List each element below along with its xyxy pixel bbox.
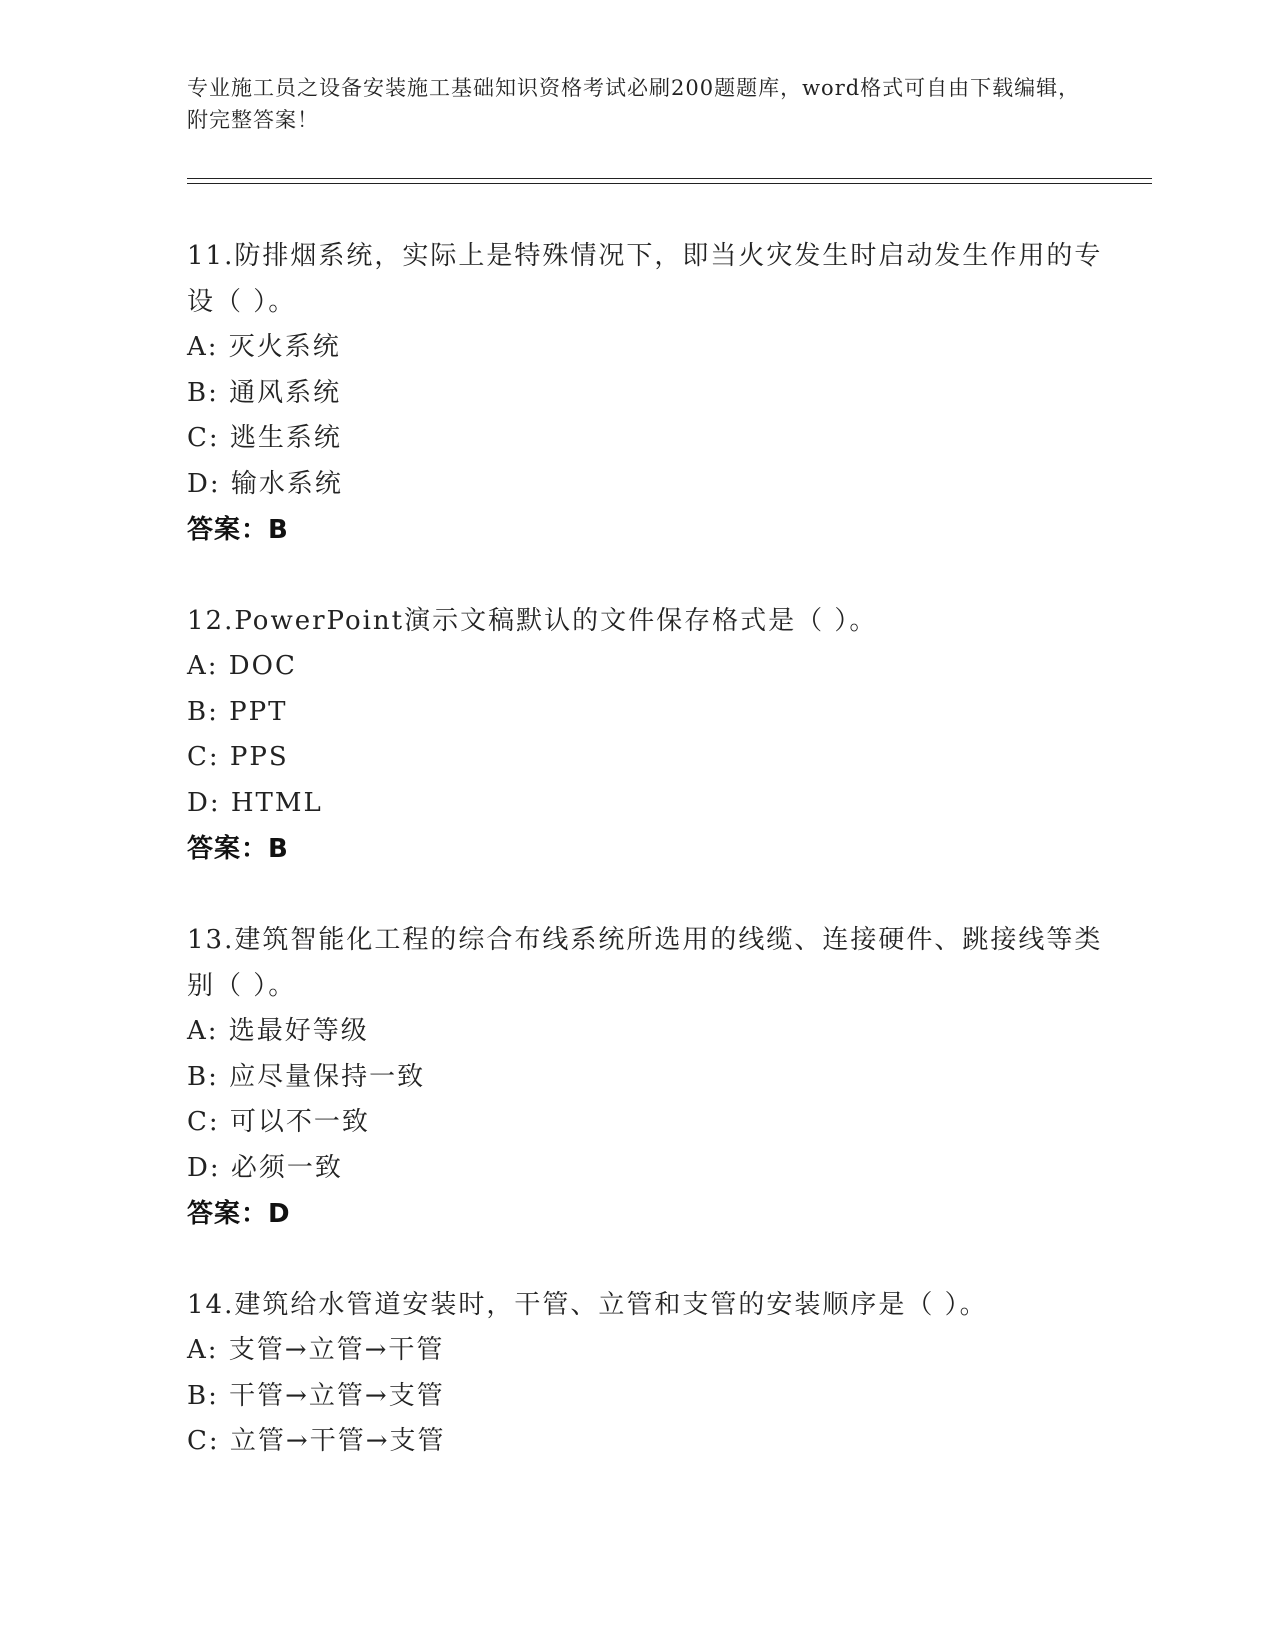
question-list [187, 233, 1117, 1510]
option-b: B: 通风系统 [187, 377, 342, 408]
option-b: B: 应尽量保持一致 [187, 1061, 426, 1092]
question-13 [187, 917, 1117, 1237]
option-a: A: 灭火系统 [187, 332, 341, 362]
answer: 答案：B [187, 834, 289, 864]
question-11 [187, 233, 1117, 553]
question-text: 12.PowerPoint演示文稿默认的文件保存格式是（ ）。 [187, 606, 878, 636]
answer: 答案：B [187, 515, 289, 545]
option-c: C: 可以不一致 [187, 1107, 370, 1137]
question-text: 11.防排烟系统，实际上是特殊情况下，即当火灾发生时启动发生作用的专设（ ）。 [187, 241, 1103, 317]
option-d: D: 必须一致 [187, 1152, 343, 1183]
option-b: B: 干管→立管→支管 [187, 1380, 445, 1411]
option-b: B: PPT [187, 696, 288, 727]
option-a: A: 支管→立管→干管 [187, 1335, 445, 1365]
option-c: C: 逃生系统 [187, 423, 342, 453]
option-a: A: DOC [187, 651, 297, 681]
option-d: D: 输水系统 [187, 468, 343, 499]
document-header: 专业施工员之设备安装施工基础知识资格考试必刷200题题库，word格式可自由下载编辑，附完整答案！ [187, 76, 1081, 132]
question-text: 14.建筑给水管道安装时，干管、立管和支管的安装顺序是（ ）。 [187, 1290, 988, 1320]
question-text: 13.建筑智能化工程的综合布线系统所选用的线缆、连接硬件、跳接线等类别（ ）。 [187, 925, 1103, 1001]
option-a: A: 选最好等级 [187, 1016, 369, 1046]
option-c: C: PPS [187, 742, 289, 772]
question-14 [187, 1282, 1117, 1465]
answer: 答案：D [187, 1199, 291, 1229]
header-divider-top [187, 178, 1152, 179]
question-12 [187, 598, 1117, 872]
option-c: C: 立管→干管→支管 [187, 1426, 446, 1456]
option-d: D: HTML [187, 787, 323, 818]
header-divider-bottom [187, 183, 1152, 184]
